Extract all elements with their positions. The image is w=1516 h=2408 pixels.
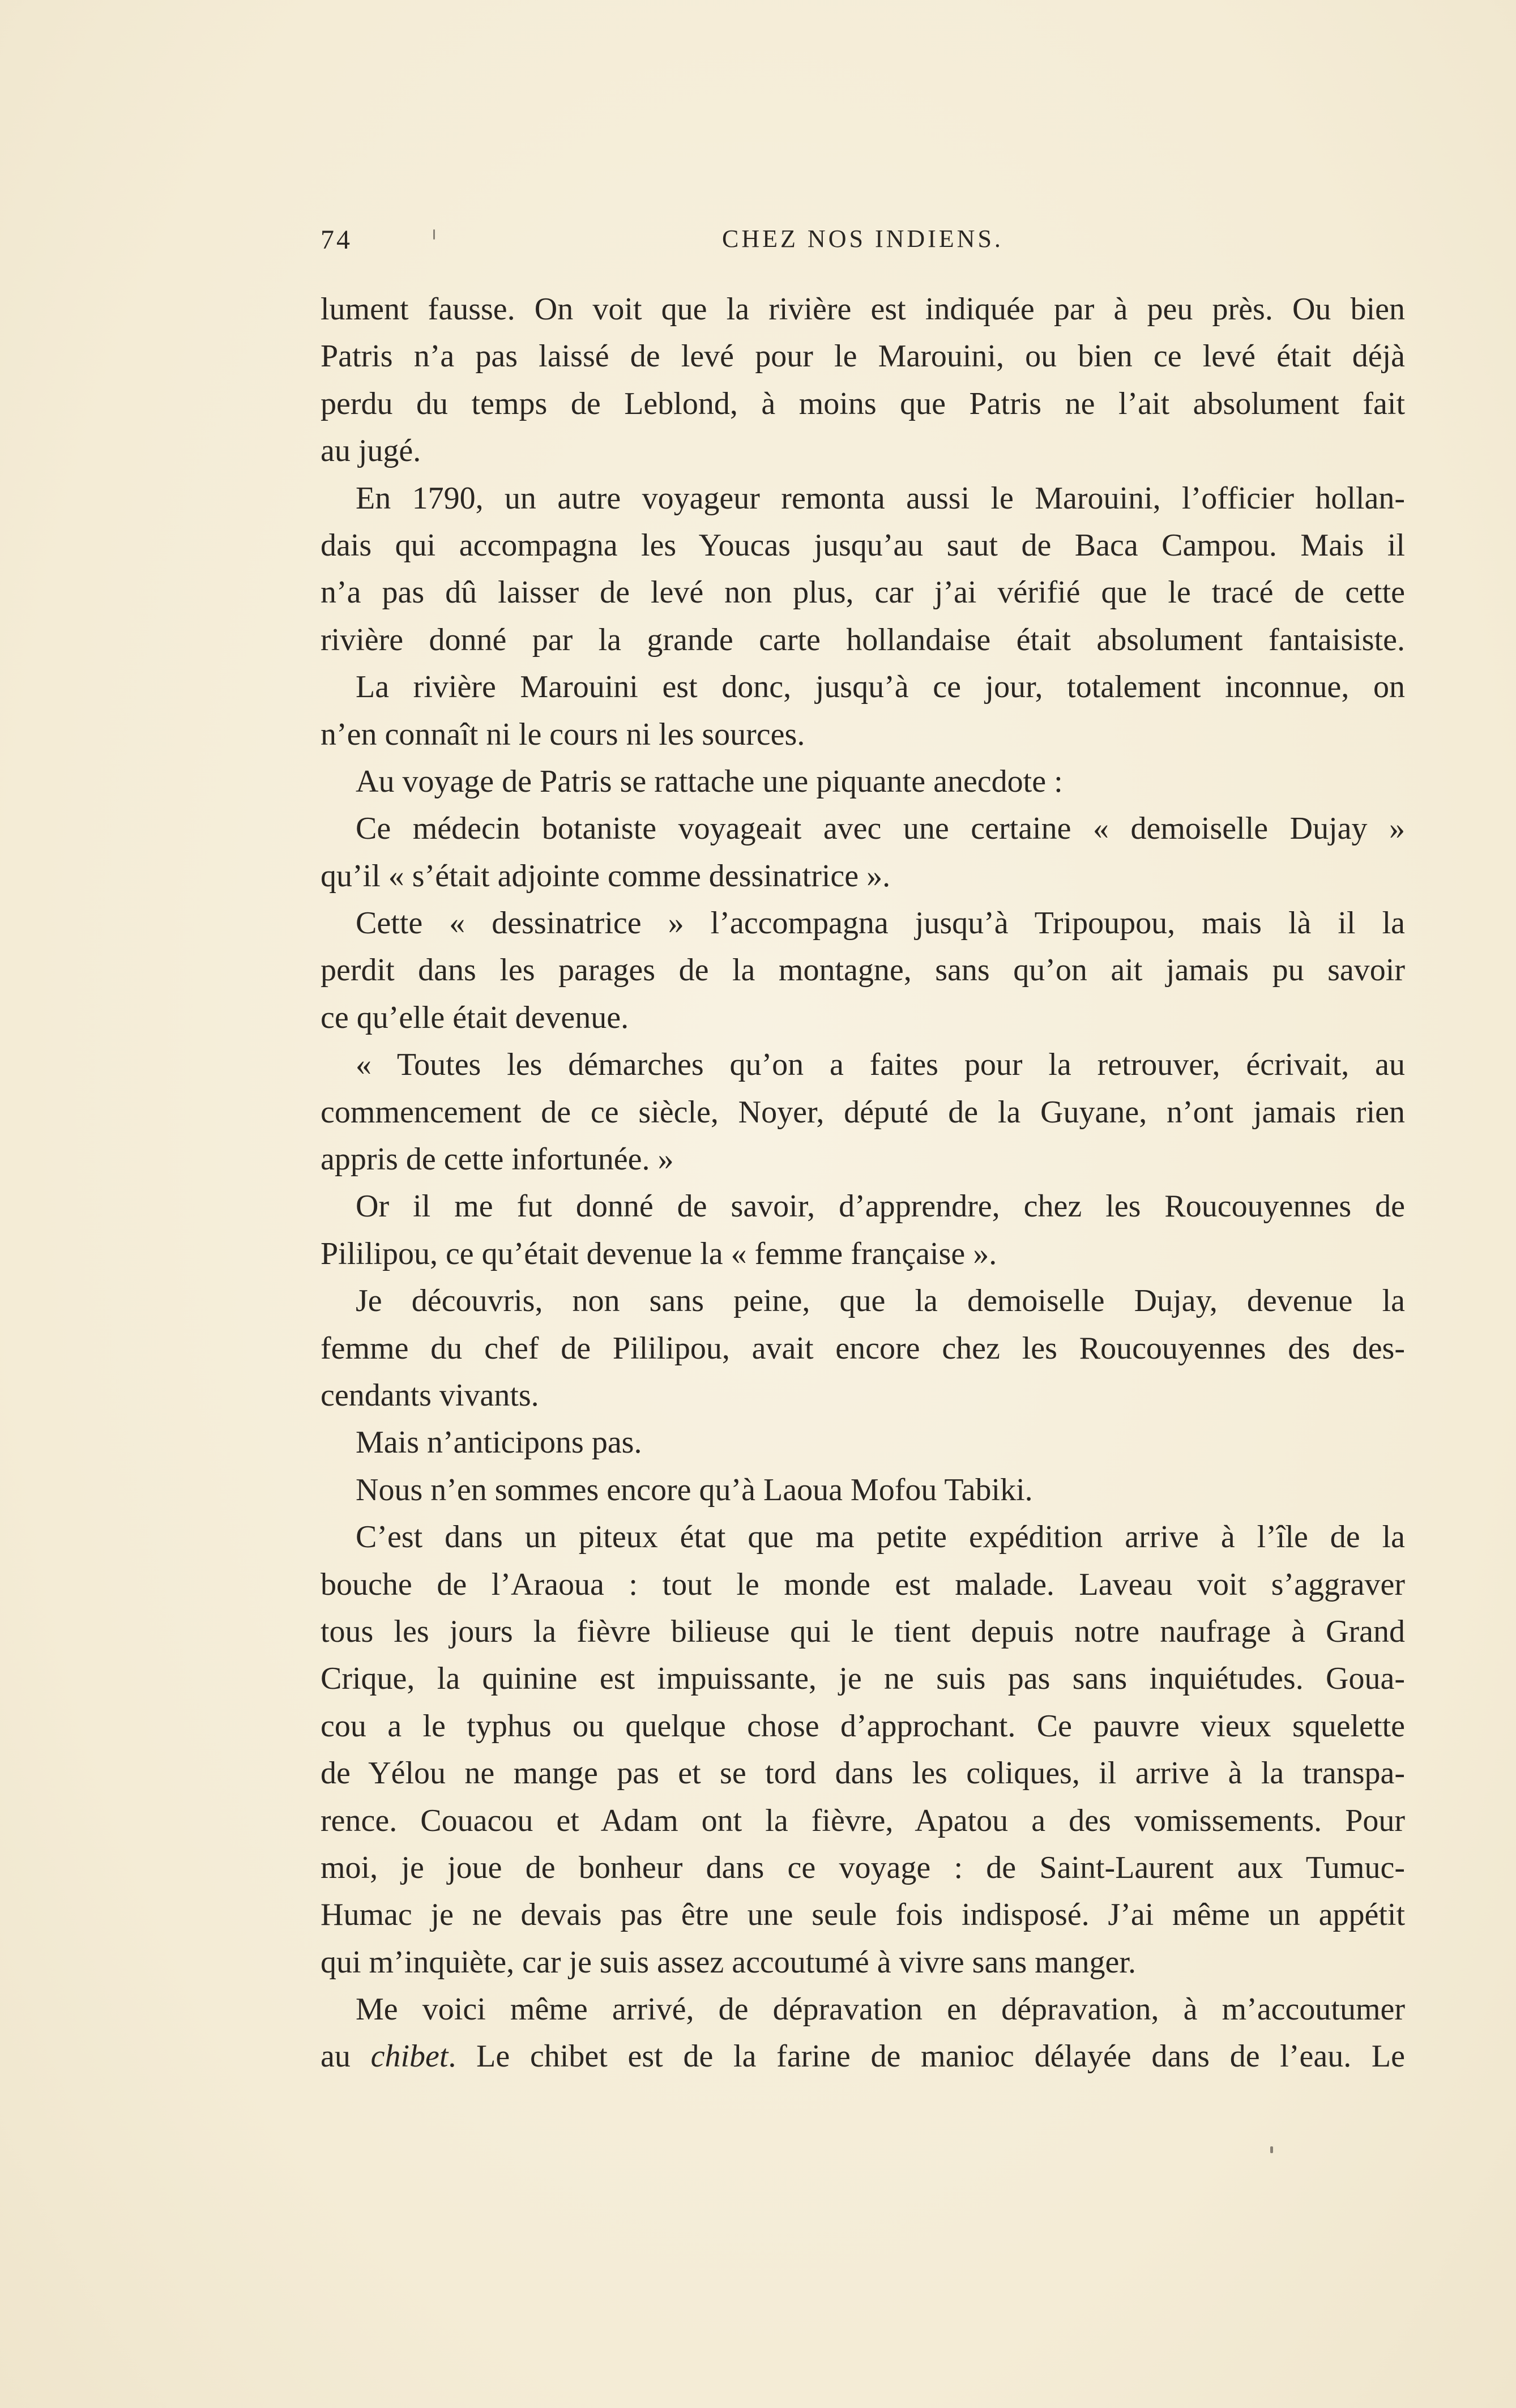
- text-line: qui m’inquiète, car je suis assez accoutumé à vivre sans manger.: [321, 1944, 1136, 1980]
- text-line: perdit dans les parages de la montagne, sans qu’on ait jamais pu savoir: [321, 953, 1405, 988]
- italic-word: chibet: [370, 2039, 449, 2074]
- text-line: Me voici même arrivé, de dépravation en dépravation, à m’accoutumer: [356, 1992, 1405, 2027]
- text-line: Je découvris, non sans peine, que la demoiselle Dujay, devenue la: [356, 1283, 1405, 1319]
- text-line: moi, je joue de bonheur dans ce voyage : de Saint-Laurent aux Tumuc-: [321, 1850, 1405, 1885]
- text-line: « Toutes les démarches qu’on a faites pour la retrouver, écrivait, au: [356, 1047, 1405, 1083]
- text-line: Patris n’a pas laissé de levé pour le Marouini, ou bien ce levé était déjà: [321, 339, 1405, 374]
- text-line: Cette « dessinatrice » l’accompagna jusqu’à Tripoupou, mais là il la: [356, 906, 1405, 941]
- text-line: tous les jours la fièvre bilieuse qui le tient depuis notre naufrage à Grand: [321, 1613, 1405, 1649]
- text-line: dais qui accompagna les Youcas jusqu’au saut de Baca Campou. Mais il: [321, 527, 1405, 563]
- text-line: commencement de ce siècle, Noyer, député de la Guyane, n’ont jamais rien: [321, 1094, 1405, 1130]
- running-title: CHEZ NOS INDIENS.: [722, 225, 1003, 253]
- text-line: cou a le typhus ou quelque chose d’approchant. Ce pauvre vieux squelette: [321, 1708, 1405, 1744]
- text-line: En 1790, un autre voyageur remonta aussi le Marouini, l’officier hollan-: [356, 480, 1405, 516]
- text-line: Crique, la quinine est impuissante, je ne suis pas sans inquiétudes. Goua-: [321, 1661, 1405, 1697]
- text-line: perdu du temps de Leblond, à moins que Patris ne l’ait absolument fait: [321, 386, 1405, 421]
- text-line: rence. Couacou et Adam ont la fièvre, Apatou a des vomissements. Pour: [321, 1803, 1405, 1838]
- text-segment: au: [321, 2039, 371, 2074]
- print-speck: [1270, 2146, 1273, 2153]
- text-line: n’en connaît ni le cours ni les sources.: [321, 716, 805, 752]
- text-line: C’est dans un piteux état que ma petite expédition arrive à l’île de la: [356, 1519, 1405, 1555]
- text-line: Pililipou, ce qu’était devenue la « femme française ».: [321, 1236, 997, 1271]
- text-line: qu’il « s’était adjointe comme dessinatrice ».: [321, 858, 891, 894]
- page-number: 74: [321, 225, 352, 255]
- text-line: Ce médecin botaniste voyageait avec une certaine « demoiselle Dujay »: [356, 811, 1405, 847]
- text-line: lument fausse. On voit que la rivière est indiquée par à peu près. Ou bien: [321, 292, 1405, 327]
- text-segment: . Le chibet est de la farine de manioc délayée dans de l’eau. Le: [448, 2039, 1405, 2074]
- text-line: femme du chef de Pililipou, avait encore chez les Roucouyennes des des-: [321, 1330, 1405, 1366]
- text-line: Au voyage de Patris se rattache une piquante anecdote :: [356, 763, 1063, 799]
- text-line: de Yélou ne mange pas et se tord dans les coliques, il arrive à la transpa-: [321, 1756, 1405, 1791]
- text-line: Or il me fut donné de savoir, d’apprendre, chez les Roucouyennes de: [356, 1189, 1405, 1224]
- text-line: Mais n’anticipons pas.: [356, 1425, 642, 1461]
- text-line: n’a pas dû laisser de levé non plus, car j’ai vérifié que le tracé de cette: [321, 575, 1405, 610]
- print-speck: [433, 229, 435, 240]
- text-line: bouche de l’Araoua : tout le monde est malade. Laveau voit s’aggraver: [321, 1566, 1405, 1602]
- text-line: Nous n’en sommes encore qu’à Laoua Mofou Tabiki.: [356, 1472, 1033, 1508]
- text-line: Humac je ne devais pas être une seule fois indisposé. J’ai même un appétit: [321, 1897, 1405, 1933]
- text-line: au jugé.: [321, 433, 421, 469]
- text-line: rivière donné par la grande carte hollandaise était absolument fantaisiste.: [321, 622, 1405, 657]
- text-line: ce qu’elle était devenue.: [321, 1000, 629, 1035]
- body-text: [321, 286, 1405, 2081]
- text-line: La rivière Marouini est donc, jusqu’à ce jour, totalement inconnue, on: [356, 669, 1405, 705]
- text-line-with-italic: [321, 2033, 1405, 2080]
- running-head: [321, 224, 1405, 258]
- text-line: cendants vivants.: [321, 1377, 539, 1413]
- text-line: appris de cette infortunée. »: [321, 1142, 674, 1177]
